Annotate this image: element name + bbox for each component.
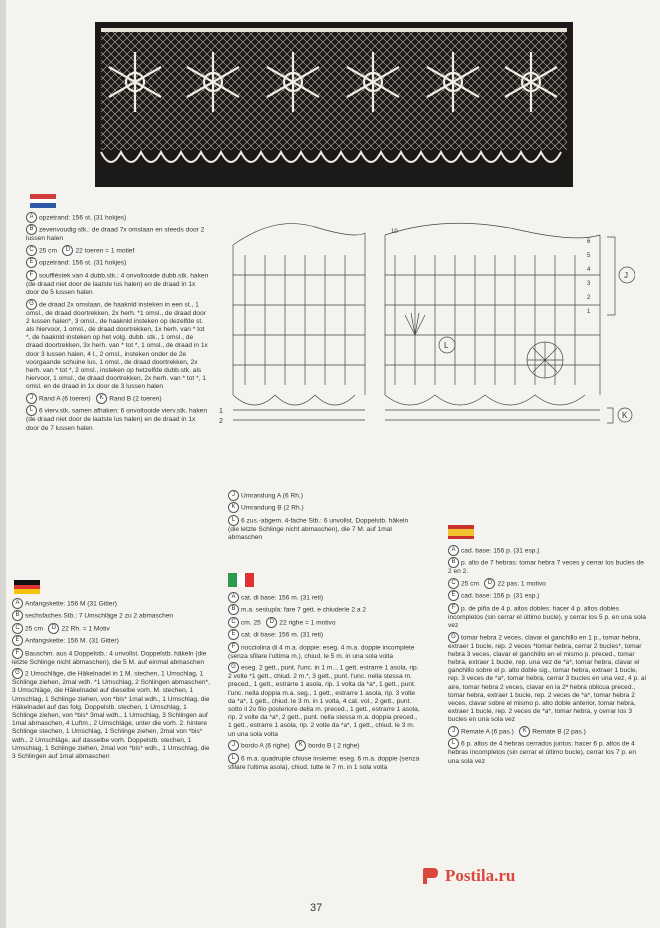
flag-italy xyxy=(228,573,254,587)
nl-b: zevenvoudig stk.: de draad 7x omslaan en steeds door 2 lussen halen xyxy=(26,226,205,243)
de-j: Umrandung A (6 Rh.) xyxy=(241,492,303,500)
it-b: m.a. sestupla: fare 7 gett. e chiuderle 2 a 2 xyxy=(241,606,366,614)
page-number: 37 xyxy=(310,902,323,914)
spanish-instructions: A cad. base: 156 p. (31 esp.) B p. alto de 7 hebras: tomar hebra 7 veces y cerrar los bucles de 2 en 2. C 25 cm D 22 pas: 1 motivo E cad. base: 156 p. (31 esp.) F p. de piña de 4 p. altos dobles: hacer 4 p. altos dobles incompletos (sin cerrar el último bucle), y cerrar los 5 p. en una sola vez G tomar hebra 2 veces, clavar el ganchillo en 1 p., tomar hebra, extraer 1 bucle, rep. 2 veces *tomar hebra, cerrar 2 bucles*, tomar hebra 3 veces, clavar el ganchillo en el mismo p. preced., tomar hebra, extraer 1 bucle, rep. una vez de *a*, tomar hebra, clavar el ganchillo sobre el p. alto doble sig., tomar hebra, extraer 1 bucle, rep. 3 veces de *a*, tomar hebra, cerrar 3 bucles en una vez, 4 p. al aire, tomar hebra 2 veces, clavar en la 2ª hebra oblicua preced., tomar hebra, extraer 1 bucle, rep. 2 veces de *a*, tomar hebra 2 veces, clavar sobre el mismo p. alto doble anterior, tomar hebra, extraer 1 bucle, rep. 2 veces de *a*, tomar hebra, y cerrar los 3 bucles en una sola vez J Remate A (6 pas.) K Remate B (2 pas.) L 6 p. altos de 4 hebras cerrados juntos: hacer 6 p. altos de 4 hebras incompletos (sin cerrar el último bucle), cerrar los 7 p. en una sola vez xyxy=(448,547,646,765)
it-j: bordo A (6 righe) xyxy=(241,742,290,750)
it-e: cat. di base: 156 m. (31 reti) xyxy=(241,631,324,639)
lace-photo-image xyxy=(95,22,573,187)
watermark-text: Postila.ru xyxy=(445,866,516,885)
es-b: p. alto de 7 hebras: tomar hebra 7 veces y cerrar los bucles de 2 en 2. xyxy=(448,559,644,576)
flag-spain xyxy=(448,525,474,539)
de-k: Umrandung B (2 Rh.) xyxy=(241,504,304,512)
es-e: cad. base: 156 p. (31 esp.) xyxy=(461,592,540,600)
row-number-5: 5 xyxy=(587,253,591,259)
de-c: 25 cm xyxy=(25,625,43,633)
italian-instructions: A cat. di base: 156 m. (31 reti) B m.a. sestupla: fare 7 gett. e chiuderle 2 a 2 C cm. 25 D 22 righe = 1 motivo E cat. di base: 156 m. (31 reti) F nocciolina di 4 m.a. doppie: eseg. 4 m.a. doppie incomplete (senza sfilare l'ultima m.), chiud. le 5 m. in una sola volta G eseg. 2 gett., punt. l'unc. in 1 m.., 1 gett. estrarre 1 asola, rip. 2 volte *1 gett., chiud. 2 m.*, 3 gett., punt. l'unc. nella stessa m. preced., 1 gett., estrarre 1 asola, rip. 1 volta da *a*, 1 gett., punt. l'unc. nella doppia m.a. seg., 1 gett., estrarre 1 asola, rip. 3 volte da *a*, 1 gett., chiud. le 3 m. in 1 volta, 4 cat. vol., 2 gett., punt. sotto il 2o filo posteriore della m. preced., 1 gett., estrarre 1 asola, rip. 2 volte da *a*, 2 gett., punt. nella stessa m.a. doppia preced., 1 gett., estrarre 1 asola, rip. 2 volte da *a*, 1 gett., chiud. le 3 m. un una sola volta J bordo A (6 righe) K bordo B ( 2 righe) L 6 m.a. quadruple chiuse insieme: eseg. 6 m.a. doppie (senza sfilare l'ultima asola), chiud. tutte le 7 m. in 1 sola volta xyxy=(228,594,420,771)
watermark-logo-icon xyxy=(420,866,440,886)
it-k: bordo B ( 2 righe) xyxy=(308,742,360,750)
label-l: L xyxy=(444,341,449,350)
nl-g: de draad 2x omslaan, de haaknld insteken in een st., 1 omsl., de draad doortrekken, 2x herh. *1 omsl., de draad door 2 lussen halen*, 3 omsl., de haaknld insteken op dezelfde st. als hiervoor, 1 omsl., de draad doortrekken, 1x herh. van * tot *, de haaknld insteken op het volg. dubb. stk., 1 omsl., de draad doortrekken, 3x herh. van * tot *, 1 omsl., de draad in 1x door 3 lussen halen, 4 l., 2 omsl., insteken onder de 2e voorgaande schuine lus, 1 omsl., de draad doortrekken, 2x herh. van * tot *, 2 omsl., insteken op hetzelfde dubb.stk. als hiervoor, 1 omsl., de draad doortrekken, 2x herh. van * tot *, 1 omsl. en de draad in 1x door de 3 lussen halen xyxy=(26,300,208,391)
es-d: 22 pas: 1 motivo xyxy=(497,580,546,588)
nl-l: 6 vierv.stk. samen afhaken: 6 onvoltooide vierv.stk. haken (de draad niet door de laatste lus halen) en de draad in 1x door de 7 lussen halen xyxy=(26,407,207,432)
es-f: p. de piña de 4 p. altos dobles: hacer 4 p. altos dobles incompletos (sin cerrar el último bucle), y cerrar los 5 p. en una sola vez xyxy=(448,605,646,629)
de-a: Anfangskette: 156 M (31 Gitter) xyxy=(25,600,117,608)
nl-c: 25 cm xyxy=(39,247,57,255)
dutch-instructions: A opzetrand: 156 st. (31 hokjes) B zevenvoudig stk.: de draad 7x omslaan en steeds door 2 lussen halen C 25 cm D 22 toeren = 1 motief E opzetrand: 156 st. (31 hokjes) F souffléstek van 4 dubb.stk.: 4 onvoltooide dubb.stk. haken (de draad niet door de laatste lus halen) en de draad in 1x door de 5 lussen halen G de draad 2x omslaan, de haaknld insteken in een st., 1 omsl., de draad doortrekken, 2x herh. *1 omsl., de draad door 2 lussen halen*, 3 omsl., de haaknld insteken op dezelfde st. als hiervoor, 1 omsl., de draad doortrekken, 1x herh. van * tot *, de haaknld insteken op het volg. dubb. stk., 1 omsl., de draad doortrekken, 3x herh. van * tot *, 1 omsl., de draad in 1x door 3 lussen halen, 4 l., 2 omsl., insteken onder de 2e voorgaande schuine lus, 1 omsl., de draad doortrekken, 2x herh. van * tot *, 2 omsl., insteken op hetzelfde dubb.stk. als hiervoor, 1 omsl., de draad doortrekken, 2x herh. van * tot *, 1 omsl. en de draad in 1x door de 3 lussen halen J Rand A (6 toeren) K Rand B (2 toeren) L 6 vierv.stk. samen afhaken: 6 onvoltooide vierv.stk. haken (de draad niet door de laatste lus halen) en de draad in 1x door de 7 lussen halen xyxy=(26,214,209,432)
es-a: cad. base: 156 p. (31 esp.) xyxy=(461,547,540,555)
row-number-6: 6 xyxy=(587,239,591,245)
it-d: 22 righe = 1 motivo xyxy=(279,619,336,627)
row-number-10: 10 xyxy=(391,229,398,235)
it-c: cm. 25 xyxy=(241,619,261,627)
german-instructions: A Anfangskette: 156 M (31 Gitter) B sechsfaches Stb.: 7 Umschläge 2 zu 2 abmaschen C 25 cm D 22 Rh. = 1 Motiv E Anfangskette: 156 M. (31 Gitter) F Bauschm. aus 4 Doppelstb.: 4 unvollst. Doppelstb. häkeln (die letzte Schlinge nicht abmaschen), die 5 M. auf einmal abmaschen G 2 Umschläge, die Häkelnadel in 1 M. stechen, 1 Umschlag, 1 Schlinge ziehen, 2mal wdh. *1 Umschlag, 2 Schlingen abmaschen*, 3 Umschläge, die Häkelnadel auf dieselbe vorh. M. stechen, 1 Umschlag, 1 Schlinge ziehen, von *bis* 1mal wdh., 1 Umschlag, die Häkelnadel auf das folg. Doppelstb. stechen, 1 Umschlag, 1 Schlinge ziehen, von *bis* 3mal wdh., 1 Umschlag, 3 Schlingen auf 1mal abmaschen, 4 Luftm., 2 Umschläge, unter die vorh. 2. hintere Schlinge stechen, 1 Umschlag, 1 Schlinge ziehen, 2mal von *bis* wdh., 2 Umschläge, auf dasselbe vorh. Doppelstb. stechen, 1 Umschlag, 1 Schlinge ziehen, 2mal von *bis* wdh., 1 Umschlag, die 3 Schlingen auf 1mal abmaschen xyxy=(12,600,210,760)
es-c: 25 cm xyxy=(461,580,479,588)
lace-photo xyxy=(95,22,573,187)
nl-d: 22 toeren = 1 motief xyxy=(75,247,135,255)
crochet-chart-svg xyxy=(215,215,635,485)
de-e: Anfangskette: 156 M. (31 Gitter) xyxy=(25,637,119,645)
nl-e: opzetrand: 156 st. (31 hokjes) xyxy=(39,259,127,267)
page-edge xyxy=(0,0,6,928)
german-instructions-cont: J Umrandung A (6 Rh.) K Umrandung B (2 Rh.) L 6 zus.-abgem. 4-fache Stb.: 6 unvollst. Doppelstb. häkeln (die letzte Schlinge nicht abmaschen), die 7 M. auf 1mal abmaschen xyxy=(228,492,409,541)
es-k: Remate B (2 pas.) xyxy=(532,728,586,736)
flag-netherlands xyxy=(30,194,56,208)
row-number-1: 1 xyxy=(587,309,591,315)
es-j: Remate A (6 pas.) xyxy=(461,728,514,736)
crochet-chart xyxy=(215,215,635,485)
row-number-2: 2 xyxy=(587,295,591,301)
de-g: 2 Umschläge, die Häkelnadel in 1 M. stechen, 1 Umschlag, 1 Schlinge ziehen, 2mal wdh. *1 Umschlag, 2 Schlingen abmaschen*, 3 Umschläge, die Häkelnadel auf dieselbe vorh. M. stechen, 1 Umschlag, 1 Schlinge ziehen, von *bis* 1mal wdh., 1 Umschlag, die Häkelnadel auf das folg. Doppelstb. stechen, 1 Umschlag, 1 Schlinge ziehen, von *bis* 3mal wdh., 1 Umschlag, 3 Schlingen auf 1mal abmaschen, 4 Luftm., 2 Umschläge, unter die vorh. 2. hintere Schlinge stechen, 1 Umschlag, 1 Schlinge ziehen, 2mal von *bis* wdh., 2 Umschläge, auf dasselbe vorh. Doppelstb. stechen, 1 Umschlag, 1 Schlinge ziehen, 2mal von *bis* wdh., 1 Umschlag, die 3 Schlingen auf 1mal abmaschen xyxy=(12,670,210,760)
it-g: eseg. 2 gett., punt. l'unc. in 1 m.., 1 gett. estrarre 1 asola, rip. 2 volte *1 gett., chiud. 2 m.*, 3 gett., punt. l'unc. nella stessa m. preced., 1 gett., estrarre 1 asola, rip. 1 volta da *a*, 1 gett., punt. l'unc. nella doppia m.a. seg., 1 gett., estrarre 1 asola, rip. 3 volte da *a*, 1 gett., chiud. le 3 m. in 1 volta, 4 cat. vol., 2 gett., punt. sotto il 2o filo posteriore della m. preced., 1 gett., estrarre 1 asola, rip. 2 volte da *a*, 2 gett., punt. nella stessa m.a. doppia preced., 1 gett., estrarre 1 asola, rip. 2 volte da *a*, 1 gett., chiud. le 3 m. un una sola volta xyxy=(228,664,420,738)
de-d: 22 Rh. = 1 Motiv xyxy=(61,625,110,633)
row-2: 2 xyxy=(219,418,223,425)
label-k: K xyxy=(622,411,628,420)
nl-j: Rand A (6 toeren) xyxy=(39,395,91,403)
it-l: 6 m.a. quadruple chiuse insieme: eseg. 6 m.a. doppie (senza sfilare l'ultima asola), chiud. tutte le 7 m. in 1 sola volta xyxy=(228,754,420,771)
row-number-3: 3 xyxy=(587,281,591,287)
nl-a: opzetrand: 156 st. (31 hokjes) xyxy=(39,214,127,222)
row-number-4: 4 xyxy=(587,267,591,273)
row-1: 1 xyxy=(219,408,223,415)
flag-germany xyxy=(14,580,40,594)
nl-k: Rand B (2 toeren) xyxy=(109,395,162,403)
de-l: 6 zus.-abgem. 4-fache Stb.: 6 unvollst. Doppelstb. häkeln (die letzte Schlinge nicht abmaschen), die 7 M. auf 1mal abmaschen xyxy=(228,517,409,541)
de-f: Bauschm. aus 4 Doppelstb.: 4 unvollst. Doppelstb. häkeln (die letzte Schlinge nicht abmaschen), die 5 M. auf einmal abmaschen xyxy=(12,649,207,666)
nl-f: souffléstek van 4 dubb.stk.: 4 onvoltooide dubb.stk. haken (de draad niet door de laatste lus halen) en de draad in 1x door de 5 lussen halen xyxy=(26,272,209,296)
it-f: nocciolina di 4 m.a. doppie: eseg. 4 m.a. doppie incomplete (senza sfilare l'ultima m.), chiud. le 5 m. in una sola volta xyxy=(228,643,415,660)
it-a: cat. di base: 156 m. (31 reti) xyxy=(241,594,324,602)
label-j: J xyxy=(624,271,628,280)
es-l: 6 p. altos de 4 hebras cerrados juntos: hacer 6 p. altos de 4 hebras incompletos (sin cerrar el último bucle), cerrar los 7 p. en una sola vez xyxy=(448,740,636,765)
es-g: tomar hebra 2 veces, clavar el ganchillo en 1 p., tomar hebra, extraer 1 bucle, rep. 2 veces *tomar hebra, cerrar 2 bucles*, tomar hebra 3 veces, clavar el ganchillo en el mismo p. preced., tomar hebra, extraer 1 bucle, rep. una vez de *a*, tomar hebra, clavar el ganchillo sobre el p. alto doble sig., tomar hebra, extraer 1 bucle, rep. 3 veces de *a*, tomar hebra, cerrar 3 bucles en una vez, 4 p. al aire, tomar hebra 2 veces, clavar en la 2ª hebra oblicua preced., tomar hebra, extraer 1 bucle, rep. 2 veces de *a*, tomar hebra 2 veces, clavar sobre el mismo p. alto doble anterior, tomar hebra, extraer 1 bucle, rep. 2 veces de *a*, tomar hebra, y cerrar los 3 bucles en una sola vez xyxy=(448,633,646,724)
de-b: sechsfaches Stb.: 7 Umschläge 2 zu 2 abmaschen xyxy=(25,612,174,620)
